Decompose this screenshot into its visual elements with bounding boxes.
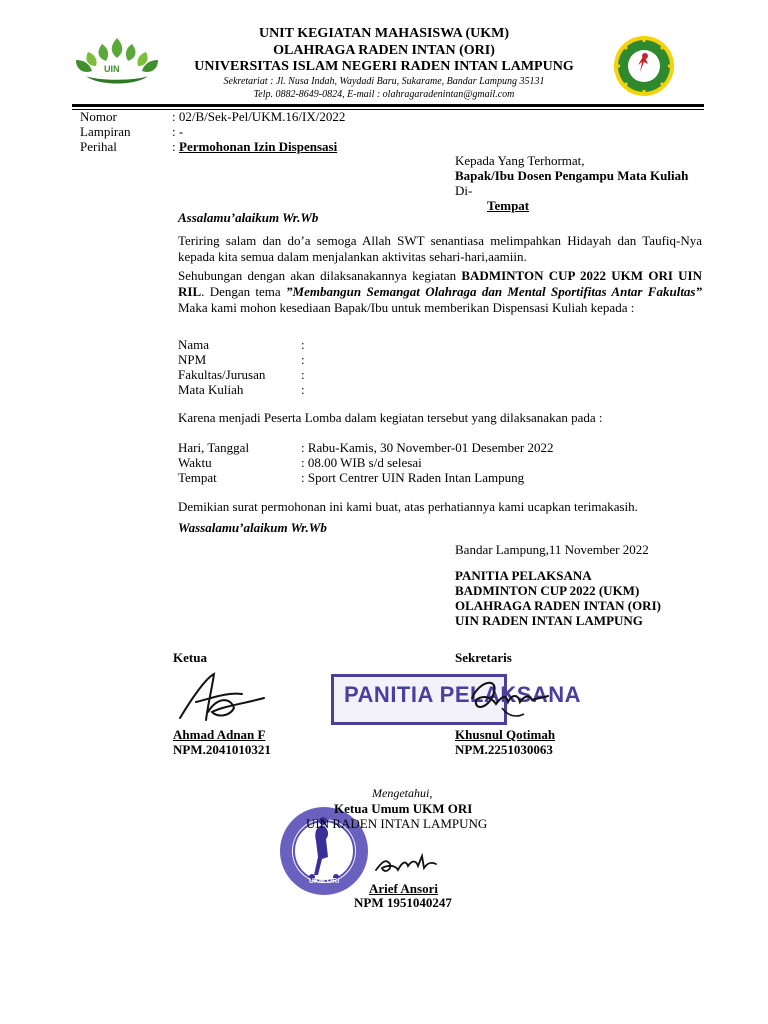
schedule-date-value: : Rabu-Kamis, 30 November-01 Desember 2022 (301, 440, 554, 455)
ketua-title: Ketua (173, 650, 207, 665)
mengetahui-label: Mengetahui, (372, 786, 433, 800)
schedule-date-label: Hari, Tanggal (178, 440, 250, 455)
paragraph-event-text-a: Sehubungan dengan akan dilaksanakannya kegiatan (178, 268, 462, 283)
field-npm-colon: : (301, 352, 305, 367)
uin-logo-text: UIN (104, 64, 120, 74)
field-fakultas-label: Fakultas/Jurusan (178, 367, 266, 382)
committee-line-1: PANITIA PELAKSANA (455, 568, 592, 583)
event-name: BADMINTON CUP 2022 UKM ORI UIN RIL (178, 268, 702, 299)
paragraph-intro: Teriring salam dan do’a semoga Allah SWT senantiasa melimpahkan Hidayah dan Taufiq-Nya kepada kita semua dalam menjalankan aktivitas sehari-hari,aamiin. (178, 233, 702, 264)
committee-line-4: UIN RADEN INTAN LAMPUNG (455, 613, 643, 628)
field-matakuliah-colon: : (301, 382, 305, 397)
seal-label: UKM ORI (308, 878, 340, 885)
sekretaris-title: Sekretaris (455, 650, 512, 665)
uin-logo-icon (72, 34, 162, 90)
recipient-name: Bapak/Ibu Dosen Pengampu Mata Kuliah (455, 168, 689, 183)
nomor-label: Nomor (80, 109, 117, 124)
field-npm-label: NPM (178, 352, 207, 367)
opening-greeting: Assalamu’alaikum Wr.Wb (178, 210, 319, 225)
general-chairman-name: Arief Ansori (369, 881, 438, 896)
field-fakultas-colon: : (301, 367, 305, 382)
contact-line: Telp. 0882-8649-0824, E-mail : olahragaradenintan@gmail.com (253, 89, 515, 100)
org-unit-title: UNIT KEGIATAN MAHASISWA (UKM) (258, 26, 510, 41)
recipient-di: Di- (455, 183, 473, 198)
paragraph-event (178, 268, 702, 316)
ketua-signature-icon (172, 668, 272, 724)
field-matakuliah-label: Mata Kuliah (178, 382, 244, 397)
sekretaris-signature-icon (462, 668, 552, 724)
event-theme: ”Membangun Semangat Olahraga dan Mental Sportifitas Antar Fakultas” (286, 284, 702, 299)
general-chairman-signature-icon (370, 844, 440, 884)
committee-stamp: PANITIA PELAKSANA (331, 674, 507, 725)
paragraph-participation: Karena menjadi Peserta Lomba dalam kegiatan tersebut yang dilaksanakan pada : (178, 410, 603, 425)
ukm-ori-emblem-icon (612, 34, 676, 98)
header-divider-thin (72, 109, 704, 110)
address-line: Sekretariat : Jl. Nusa Indah, Waydadi Baru, Sukarame, Bandar Lampung 35131 (223, 76, 545, 87)
perihal-colon: : (172, 139, 176, 154)
recipient-salutation: Kepada Yang Terhormat, (455, 153, 585, 168)
nomor-value: : 02/B/Sek-Pel/UKM.16/IX/2022 (172, 109, 346, 124)
lampiran-label: Lampiran (80, 124, 131, 139)
recipient-place: Tempat (487, 198, 530, 213)
place-date: Bandar Lampung,11 November 2022 (455, 542, 649, 557)
committee-line-3: OLAHRAGA RADEN INTAN (ORI) (455, 598, 661, 613)
ketua-name: Ahmad Adnan F (173, 727, 266, 742)
org-name-title: OLAHRAGA RADEN INTAN (ORI) (273, 43, 495, 58)
general-chairman-university: UIN RADEN INTAN LAMPUNG (306, 816, 488, 831)
schedule-place-value: : Sport Centrer UIN Raden Intan Lampung (301, 470, 525, 485)
closing-greeting: Wassalamu’alaikum Wr.Wb (178, 520, 327, 535)
perihal-value: Permohonan Izin Dispensasi (179, 139, 338, 154)
general-chairman-npm: NPM 1951040247 (354, 895, 452, 910)
header-divider (72, 104, 704, 107)
paragraph-closing: Demikian surat permohonan ini kami buat, atas perhatiannya kami ucapkan terimakasih. (178, 499, 638, 514)
paragraph-event-text-c: . Dengan tema (201, 284, 287, 299)
sekretaris-npm: NPM.2251030063 (455, 742, 553, 757)
sekretaris-name: Khusnul Qotimah (455, 727, 556, 742)
field-nama-label: Nama (178, 337, 210, 352)
paragraph-event-text-e: Maka kami mohon kesediaan Bapak/Ibu untuk memberikan Dispensasi Kuliah kepada : (178, 300, 635, 315)
field-nama-colon: : (301, 337, 305, 352)
schedule-place-label: Tempat (178, 470, 217, 485)
university-title: UNIVERSITAS ISLAM NEGERI RADEN INTAN LAMPUNG (194, 59, 574, 74)
general-chairman-title: Ketua Umum UKM ORI (334, 801, 473, 816)
perihal-label: Perihal (80, 139, 117, 154)
committee-line-2: BADMINTON CUP 2022 (UKM) (455, 583, 640, 598)
schedule-time-value: : 08.00 WIB s/d selesai (301, 455, 422, 470)
ketua-npm: NPM.2041010321 (173, 742, 271, 757)
lampiran-value: : - (172, 124, 184, 139)
schedule-time-label: Waktu (178, 455, 212, 470)
